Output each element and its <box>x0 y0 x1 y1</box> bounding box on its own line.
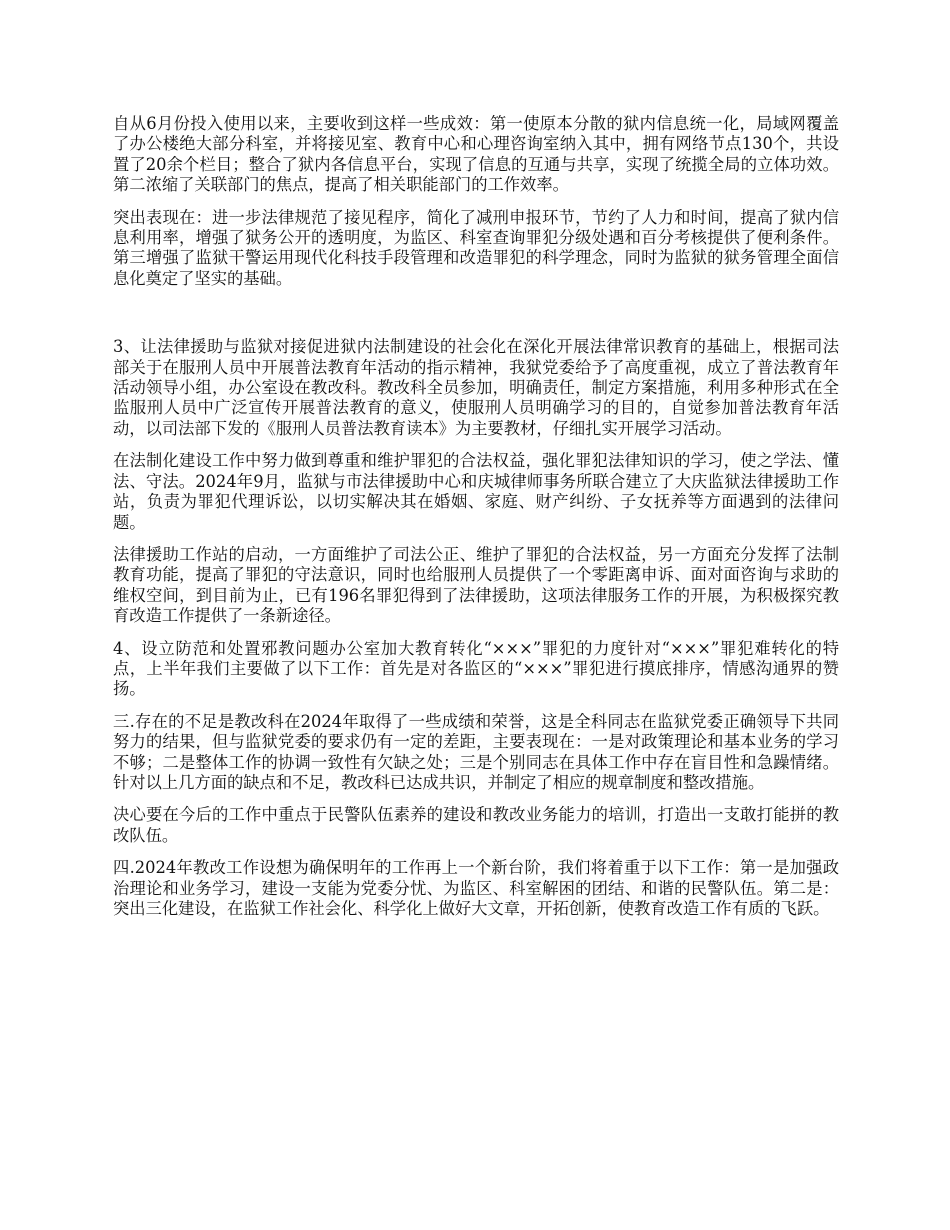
paragraph-4-wrapper <box>113 451 839 533</box>
paragraph-5: 法律援助工作站的启动，一方面维护了司法公正、维护了罪犯的合法权益，另一方面充分发挥了法制教育功能，提高了罪犯的守法意识，同时也给服刑人员提供了一个零距离申诉、面对面咨询与求助的维权空间，到目前为止，已有196名罪犯得到了法律援助，这项法律服务工作的开展，为积极探究教育改造工作提供了一条新途径。 <box>113 544 839 626</box>
paragraph-8: 决心要在今后的工作中重点于民警队伍素养的建设和教改业务能力的培训，打造出一支敢打能拼的教改队伍。 <box>113 805 839 845</box>
paragraph-8-wrapper <box>113 805 839 846</box>
paragraph-6: 4、设立防范和处置邪教问题办公室加大教育转化“×××”罪犯的力度针对“×××”罪犯难转化的特点，上半年我们主要做了以下工作：首先是对各监区的“×××”罪犯进行摸底排序，情感沟通界的赞扬。 <box>113 638 839 699</box>
document-body <box>113 114 839 931</box>
paragraph-9-wrapper <box>113 858 839 919</box>
paragraph-1-wrapper <box>113 114 839 196</box>
paragraph-4: 在法制化建设工作中努力做到尊重和维护罪犯的合法权益，强化罪犯法律知识的学习，使之学法、懂法、守法。2024年9月，监狱与市法律援助中心和庆城律师事务所联合建立了大庆监狱法律援助工作站，负责为罪犯代理诉讼，以切实解决其在婚姻、家庭、财产纠纷、子女抚养等方面遇到的法律问题。 <box>113 451 839 532</box>
paragraph-2: 突出表现在：进一步法律规范了接见程序，简化了减刑申报环节，节约了人力和时间，提高了狱内信息利用率，增强了狱务公开的透明度，为监区、科室查询罪犯分级处遇和百分考核提供了便利条件。第三增强了监狱干警运用现代化科技手段管理和改造罪犯的科学理念，同时为监狱的狱务管理全面信息化奠定了坚实的基础。 <box>113 207 839 288</box>
paragraph-5-wrapper <box>113 545 839 627</box>
paragraph-1: 自从6月份投入使用以来，主要收到这样一些成效：第一使原本分散的狱内信息统一化，局域网覆盖了办公楼绝大部分科室，并将接见室、教育中心和心理咨询室纳入其中，拥有网络节点130个，共设置了20余个栏目；整合了狱内各信息平台，实现了信息的互通与共享，实现了统揽全局的立体功效。第二浓缩了关联部门的焦点，提高了相关职能部门的工作效率。 <box>113 114 839 195</box>
paragraph-9: 四.2024年教改工作设想为确保明年的工作再上一个新台阶，我们将着重于以下工作：第一是加强政治理论和业务学习，建设一支能为党委分忧、为监区、科室解困的团结、和谐的民警队伍。第二是：突出三化建设，在监狱工作社会化、科学化上做好大文章，开拓创新，使教育改造工作有质的飞跃。 <box>113 858 839 918</box>
paragraph-6-wrapper <box>113 639 839 700</box>
paragraph-2-wrapper <box>113 208 839 290</box>
paragraph-7: 三.存在的不足是教改科在2024年取得了一些成绩和荣誉，这是全科同志在监狱党委正确领导下共同努力的结果，但与监狱党委的要求仍有一定的差距，主要表现在：一是对政策理论和基本业务的学习不够；二是整体工作的协调一致性有欠缺之处；三是个别同志在具体工作中存在盲目性和急躁情绪。针对以上几方面的缺点和不足，教改科已达成共识，并制定了相应的规章制度和整改措施。 <box>113 711 839 792</box>
paragraph-3: 3、让法律援助与监狱对接促进狱内法制建设的社会化在深化开展法律常识教育的基础上，根据司法部关于在服刑人员中开展普法教育年活动的指示精神，我狱党委给予了高度重视，成立了普法教育年活动领导小组，办公室设在教改科。教改科全员参加，明确责任，制定方案措施，利用多种形式在全监服刑人员中广泛宣传开展普法教育的意义，使服刑人员明确学习的目的，自觉参加普法教育年活动，以司法部下发的《服刑人员普法教育读本》为主要教材，仔细扎实开展学习活动。 <box>113 337 839 438</box>
paragraph-3-wrapper <box>113 337 839 439</box>
paragraph-7-wrapper <box>113 712 839 794</box>
